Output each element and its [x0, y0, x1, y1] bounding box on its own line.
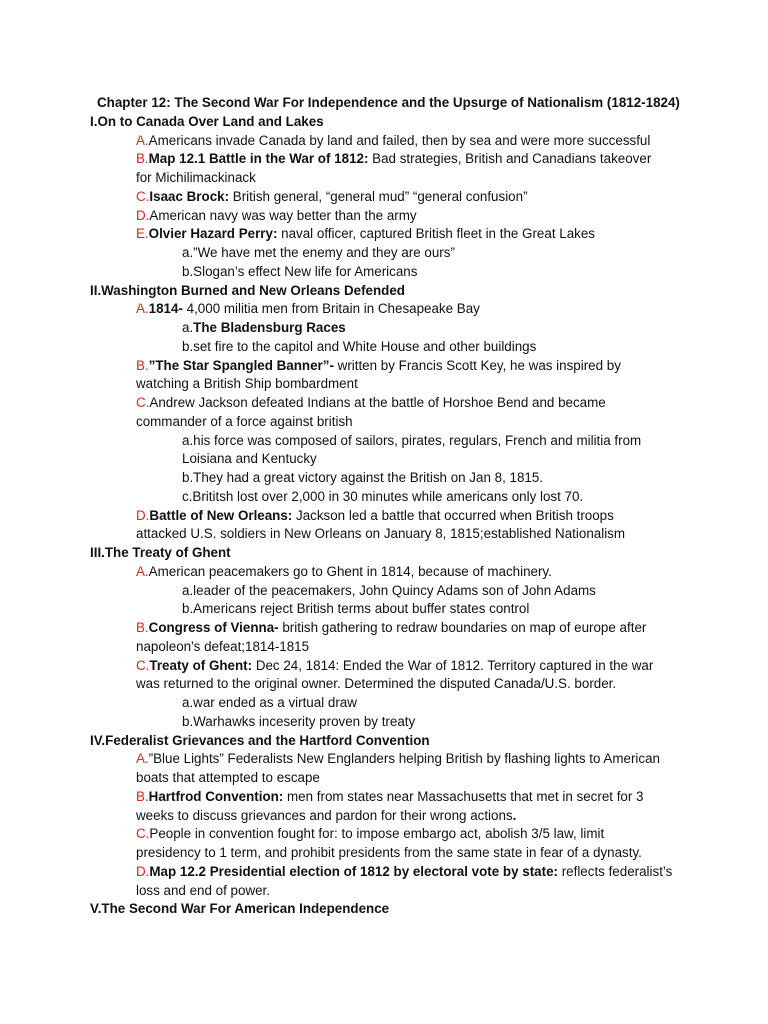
- item-marker: A.: [136, 751, 149, 767]
- item-term: Map 12.2 Presidential election of 1812 by electoral vote by state:: [149, 863, 558, 879]
- sub-item: b.set fire to the capitol and White House and other buildings: [182, 338, 537, 354]
- item-text: Dec 24, 1814: Ended the War of 1812. Territory captured in the war: [252, 657, 654, 673]
- outline-item: [90, 788, 740, 807]
- item-text: American navy was way better than the army: [149, 207, 417, 223]
- item-continuation: napoleon's defeat;1814-1815: [136, 638, 310, 654]
- item-continuation: attacked U.S. soldiers in New Orleans on January 8, 1815;established Nationalism: [136, 526, 626, 542]
- sub-item: a.his force was composed of sailors, pirates, regulars, French and militia from: [182, 432, 642, 448]
- item-term: 1814-: [148, 301, 183, 317]
- sub-item: a.”We have met the enemy and they are ours”: [182, 245, 455, 260]
- outline-item: [90, 750, 740, 769]
- sub-item-term: The Bladensburg Races: [193, 320, 346, 335]
- item-marker: C.: [136, 657, 150, 673]
- outline-item: [90, 394, 740, 413]
- item-text: reflects federalist’s: [557, 863, 673, 879]
- outline-item: [90, 207, 740, 226]
- item-marker: E.: [136, 226, 149, 242]
- item-text: Americans invade Canada by land and failed, then by sea and were more successful: [148, 132, 651, 148]
- outline-item: [90, 563, 740, 582]
- item-continuation: for Michilimackinack: [136, 170, 256, 185]
- outline-item: [90, 619, 740, 638]
- item-text: American peacemakers go to Ghent in 1814, because of machinery.: [148, 563, 552, 579]
- item-text: People in convention fought for: to impose embargo act, abolish 3/5 law, limit: [149, 826, 605, 842]
- item-marker: A.: [136, 301, 149, 317]
- item-marker: A.: [136, 132, 149, 148]
- sub-item-prefix: a.: [182, 320, 194, 335]
- item-term: Map 12.1 Battle in the War of 1812:: [148, 151, 369, 167]
- sub-item: b.They had a great victory against the British on Jan 8, 1815.: [182, 470, 544, 485]
- item-text: 4,000 militia men from Britain in Chesapeake Bay: [182, 301, 480, 317]
- item-text: ”Blue Lights” Federalists New Englanders helping British by flashing lights to American: [148, 751, 660, 767]
- sub-item: c.Brititsh lost over 2,000 in 30 minutes while americans only lost 70.: [182, 488, 584, 504]
- sub-item: a.leader of the peacemakers, John Quincy Adams son of John Adams: [182, 582, 596, 598]
- item-term: Congress of Vienna-: [148, 620, 279, 635]
- item-text: naval officer, captured British fleet in the Great Lakes: [277, 226, 596, 242]
- item-term: ”The Star Spangled Banner”-: [148, 357, 334, 373]
- document-body: [90, 94, 740, 919]
- item-continuation-tail: .: [512, 807, 517, 823]
- item-marker: D.: [136, 207, 150, 223]
- outline-item: [90, 225, 740, 244]
- item-continuation: [90, 807, 740, 826]
- item-continuation: presidency to 1 term, and prohibit presidents from the same state in fear of a dynasty.: [136, 845, 642, 860]
- outline-item: [90, 657, 740, 676]
- sub-item-continuation: Loisiana and Kentucky: [182, 451, 317, 467]
- item-marker: C.: [136, 395, 150, 410]
- item-marker: B.: [136, 357, 149, 373]
- item-marker: C.: [136, 826, 150, 842]
- item-continuation: boats that attempted to escape: [136, 770, 320, 785]
- item-marker: B.: [136, 151, 149, 167]
- item-marker: A.: [136, 563, 149, 579]
- item-continuation: loss and end of power.: [136, 882, 270, 898]
- item-continuation-text: weeks to discuss grievances and pardon for their wrong actions: [136, 807, 513, 823]
- outline-item: [90, 300, 740, 319]
- item-term: Battle of New Orleans:: [149, 507, 293, 523]
- outline-item: [90, 150, 740, 169]
- item-marker: B.: [136, 620, 149, 635]
- item-text: British general, “general mud” “general confusion”: [229, 188, 528, 204]
- outline-item: [90, 863, 740, 882]
- outline-item: [90, 507, 740, 526]
- item-term: Treaty of Ghent:: [149, 657, 253, 673]
- item-term: Olvier Hazard Perry:: [148, 226, 278, 242]
- item-marker: C.: [136, 188, 150, 204]
- outline-item: [90, 132, 740, 151]
- item-text: men from states near Massachusetts that met in secret for 3: [283, 788, 644, 804]
- chapter-title: Chapter 12: The Second War For Independence and the Upsurge of Nationalism (1812-1824): [97, 95, 680, 110]
- item-text: Bad strategies, British and Canadians takeover: [368, 151, 652, 167]
- outline-item: [90, 357, 740, 376]
- item-text: Jackson led a battle that occurred when British troops: [292, 507, 614, 523]
- sub-item: b.Americans reject British terms about buffer states control: [182, 601, 530, 617]
- section-heading: V.The Second War For American Independence: [90, 901, 390, 917]
- section-heading: I.On to Canada Over Land and Lakes: [90, 113, 324, 129]
- outline-item: [90, 825, 740, 844]
- item-marker: B.: [136, 788, 149, 804]
- item-marker: D.: [136, 507, 150, 523]
- item-text: written by Francis Scott Key, he was inspired by: [333, 357, 621, 373]
- item-term: Hartfrod Convention:: [148, 788, 284, 804]
- section-heading: III.The Treaty of Ghent: [90, 545, 231, 560]
- sub-item: b.Slogan’s effect New life for Americans: [182, 263, 418, 279]
- section-heading: II.Washington Burned and New Orleans Defended: [90, 282, 405, 298]
- item-text: Andrew Jackson defeated Indians at the battle of Horshoe Bend and became: [149, 395, 606, 410]
- item-marker: D.: [136, 863, 150, 879]
- item-continuation: watching a British Ship bombardment: [136, 376, 358, 392]
- item-continuation: commander of a force against british: [136, 413, 353, 429]
- item-term: Isaac Brock:: [149, 188, 230, 204]
- item-text: british gathering to redraw boundaries on map of europe after: [278, 620, 647, 635]
- sub-item: b.Warhawks inceserity proven by treaty: [182, 713, 416, 729]
- sub-item: [90, 319, 740, 338]
- section-heading: IV.Federalist Grievances and the Hartford Convention: [90, 732, 430, 748]
- outline-item: [90, 188, 740, 207]
- sub-item: a.war ended as a virtual draw: [182, 695, 357, 710]
- item-continuation: was returned to the original owner. Determined the disputed Canada/U.S. border.: [136, 676, 617, 692]
